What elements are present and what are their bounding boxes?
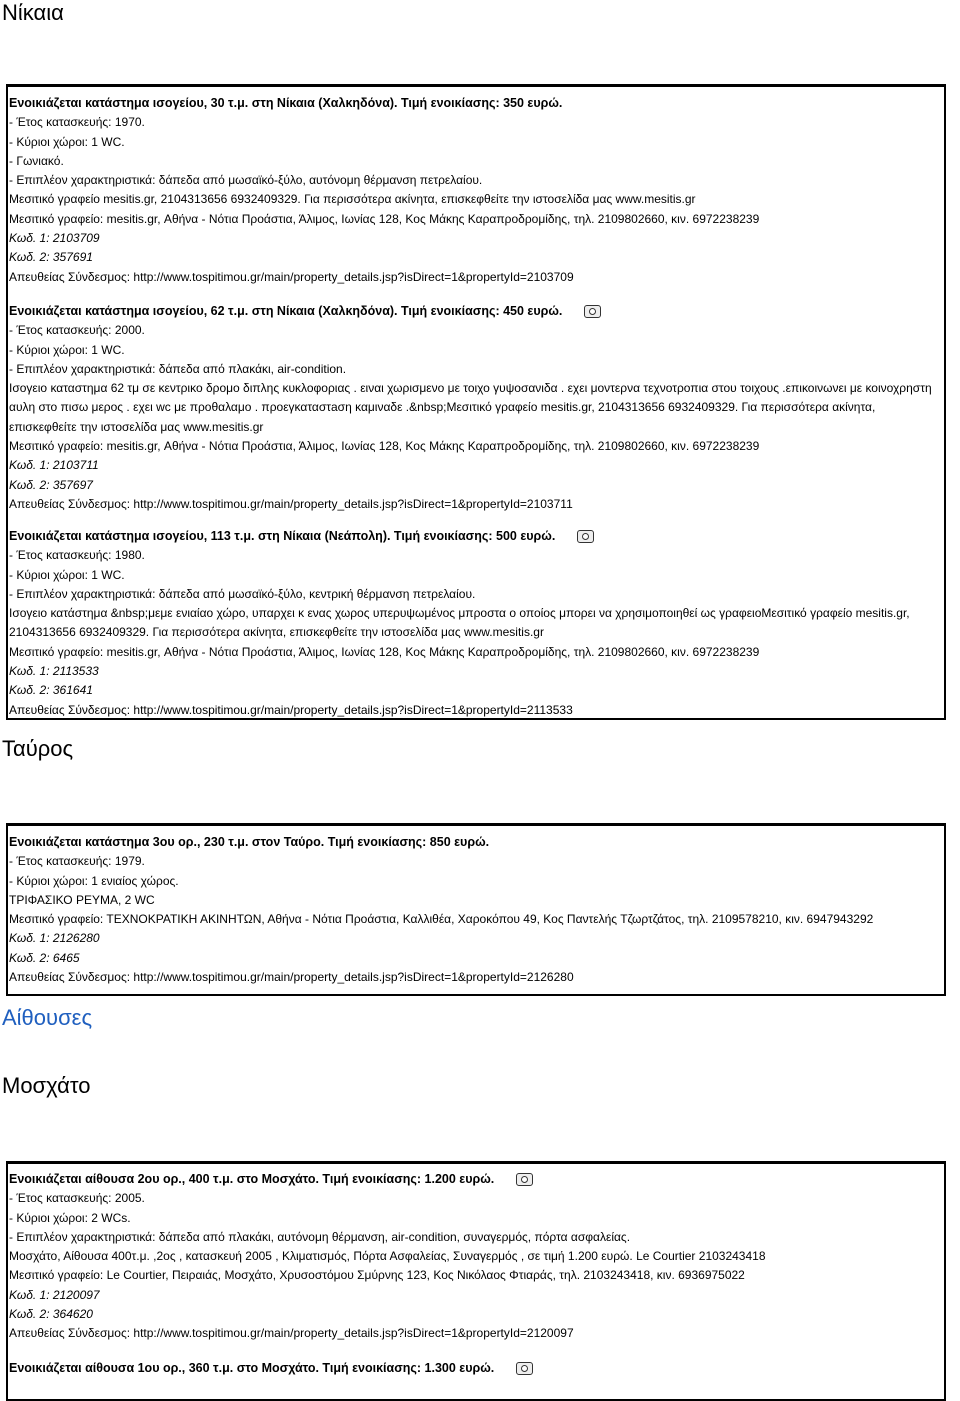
listing-code-2: Κωδ. 2: 364620 <box>9 1307 93 1322</box>
listing-3 <box>9 527 934 720</box>
listing-description: Μοσχάτο, Αίθουσα 400τ.μ. ,2ος , κατασκευή 2005 , Κλιματισμός, Πόρτα Ασφαλείας, Συναγερμός , σε τιμή 1.200 ευρώ. Le Courtier 2103243418 <box>9 1249 766 1264</box>
listing-title[interactable]: Ενοικιάζεται κατάστημα 3ου ορ., 230 τ.μ. στον Ταύρο. Τιμή ενοικίασης: 850 ευρώ. <box>9 835 490 849</box>
listing-code-1: Κωδ. 1: 2103709 <box>9 231 100 246</box>
listing-description: Μεσιτικό γραφείο mesitis.gr, 2104313656 6932409329. Για περισσότερα ακίνητα, επισκεφθείτε την ιστοσελίδα μας www.mesitis.gr <box>9 192 696 207</box>
listing-title[interactable]: Ενοικιάζεται αίθουσα 1ου ορ., 360 τ.μ. στο Μοσχάτο. Τιμή ενοικίασης: 1.300 ευρώ. <box>9 1361 495 1375</box>
listing-agency: Μεσιτικό γραφείο: ΤΕΧΝΟΚΡΑΤΙΚΗ ΑΚΙΝΗΤΩΝ, Αθήνα - Νότια Προάστια, Καλλιθέα, Χαροκόπου 49, Κος Παντελής Τζωρτζάτος, τηλ. 2109578210, κιν. 6947943292 <box>9 912 874 927</box>
listing-rooms: - Κύριοι χώροι: 1 WC. <box>9 342 125 357</box>
listing-extras: - Επιπλέον χαρακτηριστικά: δάπεδα από μωσαϊκό-ξύλο, αυτόνομη θέρμανση πετρελαίου. <box>9 173 483 188</box>
listing-extras: - Επιπλέον χαρακτηριστικά: δάπεδα από πλακάκι, αυτόνομη θέρμανση, air-condition, συναγερμός, πόρτα ασφαλείας. <box>9 1229 631 1244</box>
listing-title[interactable]: Ενοικιάζεται κατάστημα ισογείου, 30 τ.μ. στη Νίκαια (Χαλκηδόνα). Τιμή ενοικίασης: 350 ευρώ. <box>9 96 563 110</box>
listing-6 <box>9 1359 533 1378</box>
section-heading-moschato: Μοσχάτο <box>2 1073 91 1098</box>
listing-direct-link[interactable]: Απευθείας Σύνδεσμος: http://www.tospitimou.gr/main/property_details.jsp?isDirect=1&propertyId=2103709 <box>9 269 574 284</box>
listing-year: - Έτος κατασκευής: 2000. <box>9 323 145 338</box>
listing-rooms: - Κύριοι χώροι: 1 ενιαίος χώρος. <box>9 873 179 888</box>
listing-direct-link[interactable]: Απευθείας Σύνδεσμος: http://www.tospitimou.gr/main/property_details.jsp?isDirect=1&propertyId=2126280 <box>9 970 574 985</box>
listing-direct-link[interactable]: Απευθείας Σύνδεσμος: http://www.tospitimou.gr/main/property_details.jsp?isDirect=1&propertyId=2120097 <box>9 1326 574 1341</box>
listing-code-1: Κωδ. 1: 2120097 <box>9 1287 100 1302</box>
listing-agency: Μεσιτικό γραφείο: mesitis.gr, Αθήνα - Νότια Προάστια, Άλιμος, Ιωνίας 128, Κος Μάκης Καραπροδρομίδης, τηλ. 2109802660, κιν. 6972238239 <box>9 211 760 226</box>
listing-description: ΤΡΙΦΑΣΙΚΟ ΡΕΥΜΑ, 2 WC <box>9 892 155 907</box>
listing-description: Ισογειο κατάστημα &nbsp;μεμε ενιαίαο χώρο, υπαρχει κ ενας χωρος υπερυψωμένος μπροστα ο οποίος μπορει να χρησιμοποιηθεί ως γραφειοΜεσιτικό γραφείο mesitis.gr, 2104313656 6932409329. Για περισσότερα ακίνητα, επισκεφθείτε την ιστοσελίδα μας www.mesitis.gr <box>9 606 910 640</box>
listing-code-2: Κωδ. 2: 6465 <box>9 950 80 965</box>
listing-description: Ισογειο καταστημα 62 τμ σε κεντρικο δρομο διπλης κυκλοφοριας . ειναι χωρισμενο με τοιχο γυψοσανιδα . εχει μοντερνα τεχνοτροπια στου τοιχους .επικοινωνει με κοινοχρηστη αυλη στο πισω μερος . εχει wc με προθαλαμο . προεγκαταστaση καμιναδε .&nbsp;Μεσιτικό γραφείο mesitis.gr, 2104313656 6932409329. Για περισσότερα ακίνητα, επισκεφθείτε την ιστοσελίδα μας www.mesitis.gr <box>9 381 932 434</box>
listing-code-1: Κωδ. 1: 2126280 <box>9 931 100 946</box>
listing-rooms: - Κύριοι χώροι: 2 WCs. <box>9 1210 131 1225</box>
listing-title[interactable]: Ενοικιάζεται κατάστημα ισογείου, 113 τ.μ. στη Νίκαια (Νεάπολη). Τιμή ενοικίασης: 500 ευρώ. <box>9 529 556 543</box>
camera-icon[interactable] <box>516 1362 533 1375</box>
camera-icon[interactable] <box>577 530 594 543</box>
listing-4 <box>9 833 873 987</box>
listing-year: - Έτος κατασκευής: 1980. <box>9 548 145 563</box>
listing-code-1: Κωδ. 1: 2103711 <box>9 458 99 473</box>
listing-rooms: - Κύριοι χώροι: 1 WC. <box>9 134 125 149</box>
listing-direct-link[interactable]: Απευθείας Σύνδεσμος: http://www.tospitimou.gr/main/property_details.jsp?isDirect=1&propertyId=2103711 <box>9 496 573 511</box>
listing-code-2: Κωδ. 2: 357691 <box>9 250 93 265</box>
listing-year: - Έτος κατασκευής: 1979. <box>9 854 145 869</box>
listing-feature: - Γωνιακό. <box>9 153 64 168</box>
listing-rooms: - Κύριοι χώροι: 1 WC. <box>9 567 125 582</box>
listing-2 <box>9 302 934 514</box>
camera-icon[interactable] <box>584 305 601 318</box>
listing-title[interactable]: Ενοικιάζεται αίθουσα 2ου ορ., 400 τ.μ. στο Μοσχάτο. Τιμή ενοικίασης: 1.200 ευρώ. <box>9 1172 495 1186</box>
listing-5 <box>9 1170 766 1344</box>
camera-icon[interactable] <box>516 1173 533 1186</box>
listing-code-2: Κωδ. 2: 357697 <box>9 477 93 492</box>
listing-1 <box>9 94 759 287</box>
listing-agency: Μεσιτικό γραφείο: mesitis.gr, Αθήνα - Νότια Προάστια, Άλιμος, Ιωνίας 128, Κος Μάκης Καραπροδρομίδης, τηλ. 2109802660, κιν. 6972238239 <box>9 644 760 659</box>
listing-title[interactable]: Ενοικιάζεται κατάστημα ισογείου, 62 τ.μ. στη Νίκαια (Χαλκηδόνα). Τιμή ενοικίασης: 450 ευρώ. <box>9 304 563 318</box>
listing-code-2: Κωδ. 2: 361641 <box>9 683 93 698</box>
listing-agency: Μεσιτικό γραφείο: Le Courtier, Πειραιάς, Μοσχάτο, Χρυσοστόμου Σμύρνης 123, Κος Νικόλαος Φτιαράς, τηλ. 2103243418, κιν. 6936975022 <box>9 1268 745 1283</box>
listing-direct-link[interactable]: Απευθείας Σύνδεσμος: http://www.tospitimou.gr/main/property_details.jsp?isDirect=1&propertyId=2113533 <box>9 702 573 717</box>
listing-agency: Μεσιτικό γραφείο: mesitis.gr, Αθήνα - Νότια Προάστια, Άλιμος, Ιωνίας 128, Κος Μάκης Καραπροδρομίδης, τηλ. 2109802660, κιν. 6972238239 <box>9 439 760 454</box>
listing-extras: - Επιπλέον χαρακτηριστικά: δάπεδα από μωσαϊκό-ξύλο, κεντρική θέρμανση πετρελαίου. <box>9 586 476 601</box>
listing-extras: - Επιπλέον χαρακτηριστικά: δάπεδα από πλακάκι, air-condition. <box>9 361 347 376</box>
listing-code-1: Κωδ. 1: 2113533 <box>9 664 99 679</box>
listing-year: - Έτος κατασκευής: 1970. <box>9 115 145 130</box>
category-heading-aithouses: Αίθουσες <box>2 1005 93 1030</box>
section-heading-nikaia: Νίκαια <box>2 0 64 25</box>
section-heading-tavros: Ταύρος <box>2 736 74 761</box>
listing-year: - Έτος κατασκευής: 2005. <box>9 1191 145 1206</box>
